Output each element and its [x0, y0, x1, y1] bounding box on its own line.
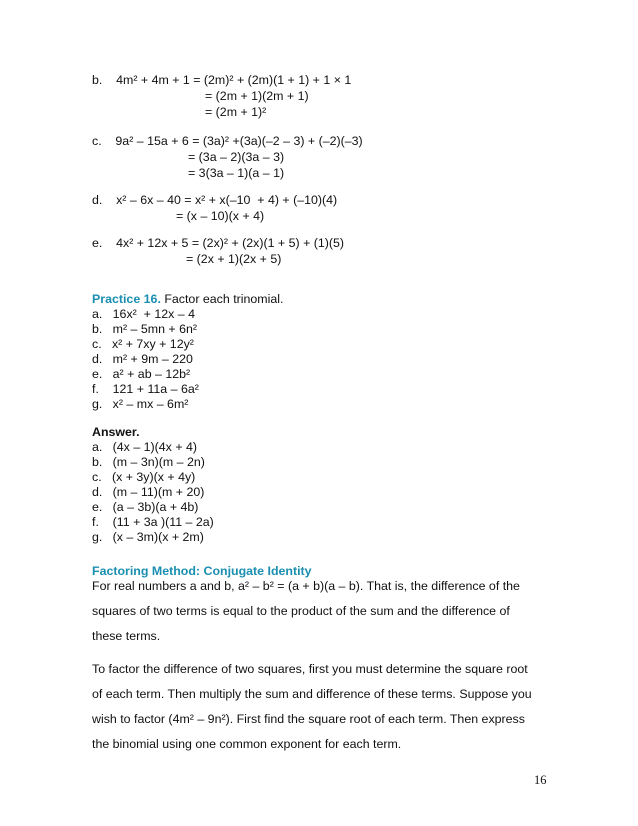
paragraph-line: squares of two terms is equal to the product of the sum and the difference of [92, 604, 510, 618]
example-c-line-1: c. 9a² – 15a + 6 = (3a)² +(3a)(–2 – 3) + (–2)(–3) [92, 134, 363, 148]
page-number: 16 [534, 773, 547, 787]
list-item: b. m² – 5mn + 6n² [92, 322, 198, 336]
list-item: d. m² + 9m – 220 [92, 352, 193, 366]
paragraph-line: To factor the difference of two squares, first you must determine the square root [92, 662, 528, 676]
paragraph-line: For real numbers a and b, a² – b² = (a + b)(a – b). That is, the difference of the [92, 579, 520, 593]
paragraph-line: these terms. [92, 629, 161, 643]
section-title: Factoring Method: Conjugate Identity [92, 564, 312, 578]
list-item: a. (4x – 1)(4x + 4) [92, 440, 198, 454]
paragraph-line: the binomial using one common exponent for each term. [92, 737, 402, 751]
list-item: b. (m – 3n)(m – 2n) [92, 455, 205, 469]
example-d-line-2: = (x – 10)(x + 4) [176, 209, 265, 223]
practice-label: Practice 16. [92, 292, 161, 306]
list-item: e. (a – 3b)(a + 4b) [92, 500, 199, 514]
list-item: g. (x – 3m)(x + 2m) [92, 530, 204, 544]
list-item: c. (x + 3y)(x + 4y) [92, 470, 196, 484]
example-b-line-1: b. 4m² + 4m + 1 = (2m)² + (2m)(1 + 1) + 1 × 1 [92, 73, 352, 87]
list-item: d. (m – 11)(m + 20) [92, 485, 205, 499]
paragraph-line: of each term. Then multiply the sum and difference of these terms. Suppose you [92, 687, 532, 701]
list-item: g. x² – mx – 6m² [92, 397, 189, 411]
example-c-line-2: = (3a – 2)(3a – 3) [188, 150, 285, 164]
list-item: a. 16x² + 12x – 4 [92, 307, 195, 321]
list-item: f. (11 + 3a )(11 – 2a) [92, 515, 214, 529]
list-item: f. 121 + 11a – 6a² [92, 382, 199, 396]
example-b-line-3: = (2m + 1)² [205, 105, 267, 119]
example-e-line-1: e. 4x² + 12x + 5 = (2x)² + (2x)(1 + 5) + (1)(5) [92, 236, 345, 250]
example-e-line-2: = (2x + 1)(2x + 5) [186, 252, 282, 266]
answer-heading: Answer. [92, 425, 140, 439]
example-c-line-3: = 3(3a – 1)(a – 1) [188, 166, 285, 180]
list-item: e. a² + ab – 12b² [92, 367, 191, 381]
practice-instruction: Factor each trinomial. [160, 292, 284, 306]
example-d-line-1: d. x² – 6x – 40 = x² + x(–10 + 4) + (–10)(4) [92, 193, 338, 207]
practice-heading [92, 292, 283, 306]
example-b-line-2: = (2m + 1)(2m + 1) [205, 89, 309, 103]
paragraph-line: wish to factor (4m² – 9n²). First find the square root of each term. Then express [92, 712, 525, 726]
list-item: c. x² + 7xy + 12y² [92, 337, 194, 351]
